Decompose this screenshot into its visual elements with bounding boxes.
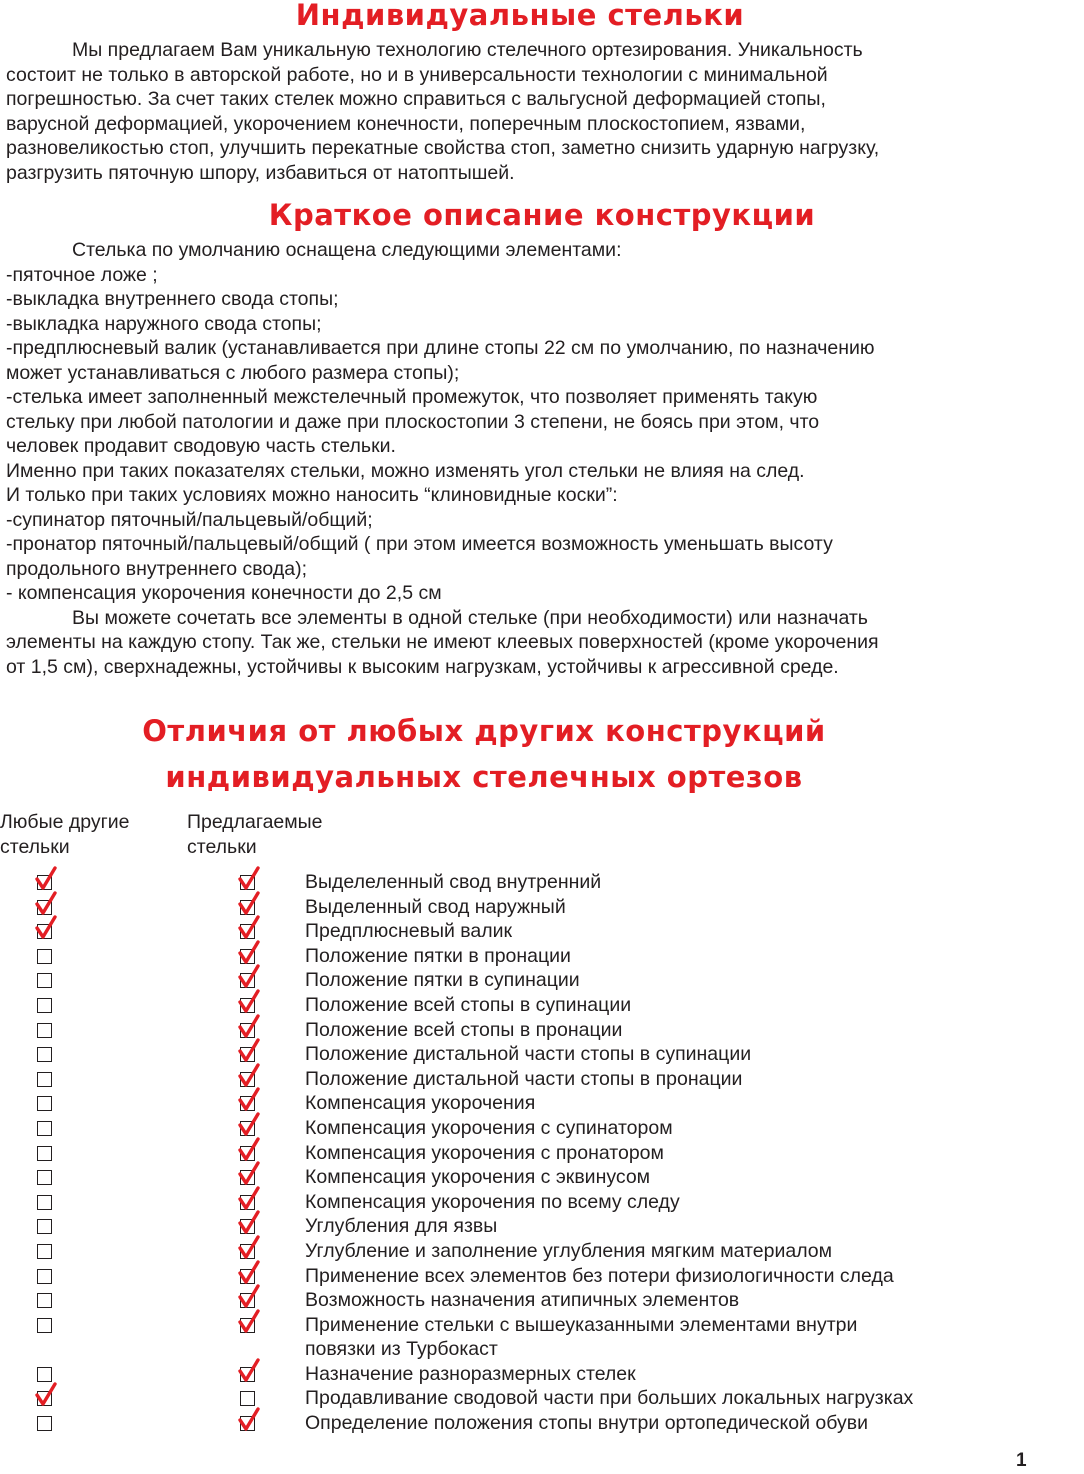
comparison-row [0,1116,1024,1140]
comparison-row [0,1411,1024,1435]
other-insoles-checkbox [37,1096,52,1111]
page-number: 1 [1016,1450,1027,1471]
offered-insoles-checkbox [240,1170,255,1185]
comparison-row [0,1362,1024,1386]
column-header-offered-insoles [187,810,323,859]
other-insoles-checkbox [37,1318,52,1333]
other-insoles-checkbox [37,949,52,964]
desc-line: -пронатор пяточный/пальцевый/общий ( при этом имеется возможность уменьшать высоту [6,533,833,555]
row-label [305,1116,673,1141]
intro-line: разновеликостью стоп, улучшить перекатные свойства стоп, заметно снизить ударную нагрузку, [6,137,880,159]
row-label-line: Положение всей стопы в пронации [305,1018,623,1041]
comparison-row [0,993,1024,1017]
offered-insoles-checkbox [240,1146,255,1161]
comparison-row [0,1165,1024,1189]
row-label-line: повязки из Турбокаст [305,1338,498,1361]
row-label-line: Применение всех элементов без потери физиологичности следа [305,1264,894,1287]
red-check-icon [239,1162,261,1188]
desc-line: Вы можете сочетать все элементы в одной стельке (при необходимости) или назначать [72,606,868,629]
desc-line: продольного внутреннего свода); [6,557,307,580]
row-label [305,968,580,993]
other-insoles-checkbox [37,998,52,1013]
row-label-line: Применение стельки с вышеуказанными элементами внутри [305,1313,858,1336]
comparison-row [0,1239,1024,1263]
row-label-line: Положение дистальной части стопы в супинации [305,1043,752,1066]
comparison-row [0,1386,1024,1410]
row-label [305,1018,622,1043]
row-label-line: Компенсация укорочения с пронатором [305,1141,664,1164]
row-label [305,1411,868,1436]
red-check-icon [36,867,58,893]
offered-insoles-checkbox [240,924,255,939]
desc-line: стельку при любой патологии и даже при плоскостопии 3 степени, не боясь при этом, что [6,410,820,433]
main-title: Индивидуальные стельки [295,0,745,32]
row-label [305,919,512,944]
red-check-icon [239,1359,261,1385]
comparison-row [0,1190,1024,1214]
row-label [305,1165,650,1190]
desc-line: -стелька имеет заполненный межстелечный промежуток, что позволяет применять такую [6,386,818,408]
red-check-icon [239,1039,261,1065]
offered-insoles-checkbox [240,900,255,915]
red-check-icon [239,1408,261,1434]
red-check-icon [239,916,261,942]
column-header-line: стельки [0,835,70,858]
row-label [305,1067,742,1092]
column-header-line: Предлагаемые [187,811,323,833]
row-label [305,870,601,895]
row-label-line: Назначение разноразмерных стелек [305,1362,636,1385]
other-insoles-checkbox [37,1293,52,1308]
other-insoles-checkbox [37,1121,52,1136]
desc-line: от 1,5 см), сверхнадежны, устойчивы к высоким нагрузкам, устойчивы к агрессивной среде. [6,655,839,678]
row-label [305,1362,636,1387]
intro-line: Мы предлагаем Вам уникальную технологию стелечного ортезирования. Уникальность [72,39,863,61]
other-insoles-checkbox [37,875,52,890]
comparison-title-line: индивидуальных стелечных ортезов [165,760,803,794]
row-label [305,1214,497,1239]
other-insoles-checkbox [37,1244,52,1259]
column-header-line: стельки [187,835,257,858]
intro-line: состоит не только в авторской работе, но и в универсальности технологии с минимальной [6,63,828,86]
comparison-row [0,1042,1024,1066]
red-check-icon [239,965,261,991]
desc-line: -пяточное ложе ; [6,263,158,286]
offered-insoles-checkbox [240,1121,255,1136]
other-insoles-checkbox [37,973,52,988]
other-insoles-checkbox [37,1146,52,1161]
row-label [305,993,631,1018]
column-header-line: Любые другие [0,811,130,833]
desc-line: -предплюсневый валик (устанавливается при длине стопы 22 см по умолчанию, по назначению [6,337,875,359]
red-check-icon [239,1285,261,1311]
comparison-row [0,1313,1024,1361]
desc-line: человек продавит сводовую часть стельки. [6,435,396,457]
intro-line: разгрузить пяточную шпору, избавиться от натоптышей. [6,161,515,184]
offered-insoles-checkbox [240,1047,255,1062]
red-check-icon [239,1211,261,1237]
row-label [305,1239,832,1264]
red-check-icon [239,867,261,893]
red-check-icon [239,1310,261,1336]
intro-paragraph [6,38,1006,185]
other-insoles-checkbox [37,1416,52,1431]
red-check-icon [239,1138,261,1164]
row-label-line: Определение положения стопы внутри ортопедической обуви [305,1411,869,1434]
red-check-icon [239,941,261,967]
desc-line: - компенсация укорочения конечности до 2,5 см [6,582,442,604]
offered-insoles-checkbox [240,1195,255,1210]
red-check-icon [239,1015,261,1041]
row-label-line: Продавливание сводовой части при больших локальных нагрузках [305,1387,914,1410]
comparison-title-line: Отличия от любых других конструкций [142,714,826,748]
comparison-row [0,1141,1024,1165]
comparison-row [0,1288,1024,1312]
other-insoles-checkbox [37,1195,52,1210]
other-insoles-checkbox [37,1391,52,1406]
row-label [305,1141,664,1166]
row-label-line: Компенсация укорочения [305,1092,536,1115]
row-label [305,1042,751,1067]
row-label [305,1264,894,1289]
other-insoles-checkbox [37,1269,52,1284]
comparison-row [0,895,1024,919]
comparison-row [0,1264,1024,1288]
red-check-icon [239,990,261,1016]
row-label-line: Положение пятки в супинации [305,969,580,992]
offered-insoles-checkbox [240,1072,255,1087]
intro-line: варусной деформацией, укорочением конечности, поперечным плоскостопием, язвами, [6,112,806,135]
row-label-line: Компенсация укорочения с супинатором [305,1117,673,1139]
red-check-icon [239,1088,261,1114]
comparison-title [0,708,968,800]
row-label [305,1091,535,1116]
row-label [305,944,571,969]
other-insoles-checkbox [37,1170,52,1185]
desc-line: Стелька по умолчанию оснащена следующими элементами: [72,239,622,261]
row-label-line: Компенсация укорочения по всему следу [305,1190,680,1213]
offered-insoles-checkbox [240,1219,255,1234]
offered-insoles-checkbox [240,949,255,964]
red-check-icon [239,1261,261,1287]
comparison-row [0,1018,1024,1042]
other-insoles-checkbox [37,1367,52,1382]
row-label-line: Положение пятки в пронации [305,944,571,967]
comparison-row [0,870,1024,894]
intro-line: погрешностью. За счет таких стелек можно справиться с вальгусной деформацией стопы, [6,88,826,110]
row-label-line: Положение дистальной части стопы в пронации [305,1067,743,1090]
row-label-line: Выделенный свод наружный [305,895,566,918]
offered-insoles-checkbox [240,875,255,890]
row-label-line: Возможность назначения атипичных элементов [305,1289,740,1312]
other-insoles-checkbox [37,1072,52,1087]
red-check-icon [36,916,58,942]
desc-line: И только при таких условиях можно наносить “клиновидные коски”: [6,484,618,506]
desc-line: элементы на каждую стопу. Так же, стельки не имеют клеевых поверхностей (кроме укорочения [6,631,879,653]
other-insoles-checkbox [37,1047,52,1062]
row-label-line: Углубление и заполнение углубления мягким материалом [305,1240,833,1262]
desc-line: -супинатор пяточный/пальцевый/общий; [6,508,373,531]
offered-insoles-checkbox [240,973,255,988]
other-insoles-checkbox [37,900,52,915]
red-check-icon [36,1383,58,1409]
offered-insoles-checkbox [240,1023,255,1038]
offered-insoles-checkbox [240,1416,255,1431]
red-check-icon [239,1187,261,1213]
row-label [305,1313,857,1362]
red-check-icon [239,1236,261,1262]
row-label-line: Предплюсневый валик [305,920,513,943]
construction-title: Краткое описание конструкции [268,198,816,232]
desc-line: Именно при таких показателях стельки, можно изменять угол стельки не влияя на след. [6,459,805,482]
row-label-line: Положение всей стопы в супинации [305,994,632,1016]
other-insoles-checkbox [37,924,52,939]
other-insoles-checkbox [37,1023,52,1038]
offered-insoles-checkbox [240,1269,255,1284]
row-label-line: Выделеленный свод внутренний [305,871,602,893]
desc-line: может устанавливаться с любого размера стопы); [6,361,460,384]
comparison-row [0,1214,1024,1238]
desc-line: -выкладка внутреннего свода стопы; [6,288,339,310]
column-header-other-insoles [0,810,129,859]
comparison-row [0,1091,1024,1115]
offered-insoles-checkbox [240,998,255,1013]
comparison-row [0,968,1024,992]
red-check-icon [239,1113,261,1139]
row-label-line: Компенсация укорочения с эквинусом [305,1166,651,1189]
construction-description [6,238,1006,679]
row-label [305,1386,913,1411]
comparison-row [0,919,1024,943]
red-check-icon [239,892,261,918]
offered-insoles-checkbox [240,1244,255,1259]
offered-insoles-checkbox [240,1293,255,1308]
comparison-row [0,1067,1024,1091]
offered-insoles-checkbox [240,1391,255,1406]
other-insoles-checkbox [37,1219,52,1234]
row-label-line: Углубления для язвы [305,1215,498,1238]
red-check-icon [239,1064,261,1090]
offered-insoles-checkbox [240,1096,255,1111]
row-label [305,1190,680,1215]
offered-insoles-checkbox [240,1318,255,1333]
comparison-row [0,944,1024,968]
red-check-icon [36,892,58,918]
offered-insoles-checkbox [240,1367,255,1382]
row-label [305,1288,739,1313]
row-label [305,895,566,920]
desc-line: -выкладка наружного свода стопы; [6,312,322,335]
